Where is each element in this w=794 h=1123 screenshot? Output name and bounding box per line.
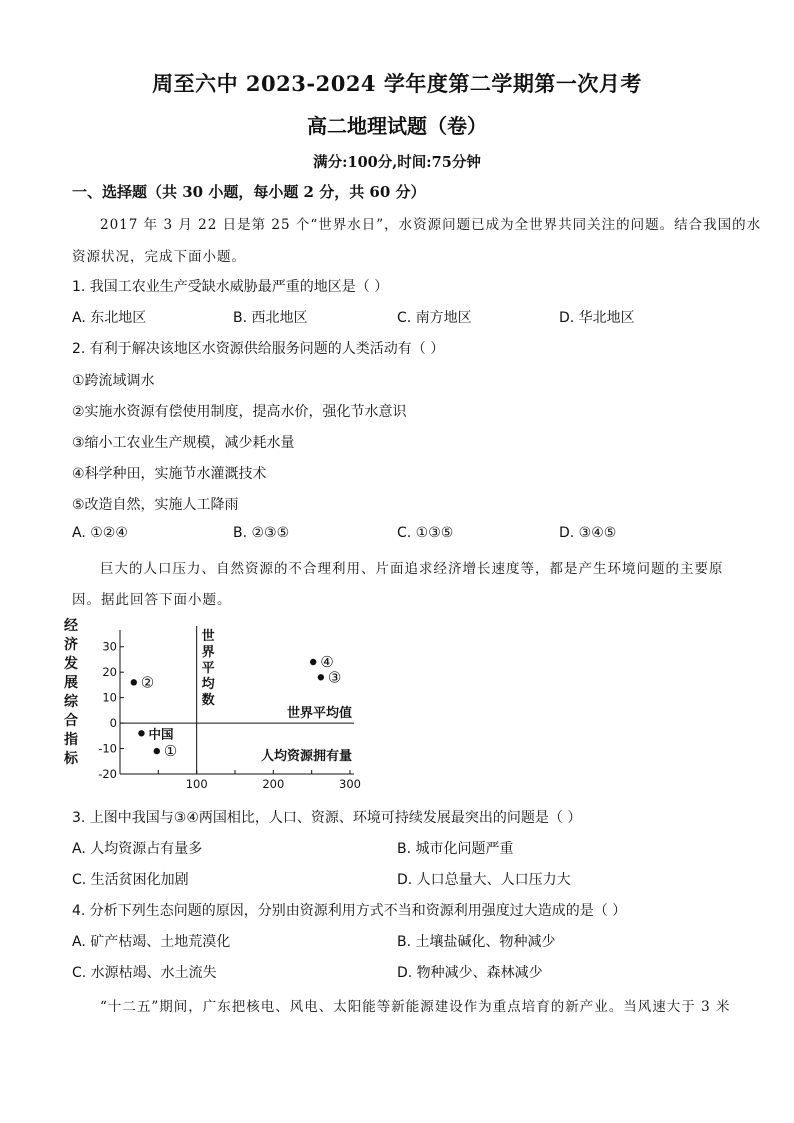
vline-label-char: 数 <box>201 693 215 708</box>
x-tick-label: 100 <box>185 777 208 791</box>
q2-item-1: ①跨流域调水 <box>72 373 155 389</box>
y-tick-label: -10 <box>98 741 117 756</box>
score-info: 满分:100分,时间:75分钟 <box>313 154 481 171</box>
q3-option-d[interactable]: D. 人口总量大、人口压力大 <box>397 872 571 888</box>
y-axis-label-char: 展 <box>64 675 78 691</box>
q4-option-b[interactable]: B. 土壤盐碱化、物种减少 <box>397 934 556 950</box>
vline-label-char: 均 <box>201 677 215 692</box>
y-axis-label-char: 标 <box>64 751 78 767</box>
x-tick-label: 200 <box>262 777 285 791</box>
q2-option-a[interactable]: A. ①②④ <box>72 525 128 541</box>
data-point-label: 中国 <box>148 726 174 742</box>
q2-item-3: ③缩小工农业生产规模，减少耗水量 <box>72 435 295 451</box>
y-tick-label: 10 <box>102 690 117 705</box>
q2-stem: 2. 有利于解决该地区水资源供给服务问题的人类活动有（ ） <box>72 341 445 357</box>
passage1-line1: 2017 年 3 月 22 日是第 25 个“世界水日”，水资源问题已成为全世界共同关注的问题。结合我国的水 <box>100 217 762 233</box>
q3-stem: 3. 上图中我国与③④两国相比，人口、资源、环境可持续发展最突出的问题是（ ） <box>72 810 582 826</box>
data-point-label: ① <box>163 742 178 761</box>
q4-option-c[interactable]: C. 水源枯竭、水土流失 <box>72 965 217 981</box>
data-point <box>310 659 316 665</box>
data-point-label: ④ <box>320 653 334 671</box>
y-axis-label-char: 发 <box>64 656 78 672</box>
q2-item-2: ②实施水资源有偿使用制度，提高水价，强化节水意识 <box>72 404 407 420</box>
q2-option-d[interactable]: D. ③④⑤ <box>559 525 617 541</box>
q1-option-c[interactable]: C. 南方地区 <box>397 310 472 326</box>
exam-subtitle: 高二地理试题（卷） <box>307 114 487 138</box>
y-axis-label-char: 合 <box>64 713 78 729</box>
passage2-line1: 巨大的人口压力、自然资源的不合理利用、片面追求经济增长速度等，都是产生环境问题的主要原 <box>100 561 724 577</box>
section-heading: 一、选择题（共 30 小题，每小题 2 分，共 60 分） <box>72 183 426 201</box>
y-axis-label-char: 综 <box>64 694 78 710</box>
exam-title: 周至六中 2023-2024 学年度第二学期第一次月考 <box>152 71 642 96</box>
vline-label-char: 世 <box>201 629 215 644</box>
y-axis-label-char: 经 <box>64 618 78 634</box>
passage3-line1: “十二五”期间，广东把核电、风电、太阳能等新能源建设作为重点培育的新产业。当风速大于 3 米 <box>100 999 731 1015</box>
passage2-line2: 因。据此回答下面小题。 <box>72 592 232 608</box>
y-tick-label: -20 <box>98 767 117 781</box>
y-axis-label-char: 指 <box>64 732 78 748</box>
q2-item-4: ④科学种田，实施节水灌溉技术 <box>72 466 267 482</box>
q3-option-b[interactable]: B. 城市化问题严重 <box>397 841 514 857</box>
x-tick-label: 300 <box>339 777 361 791</box>
vline-label-char: 平 <box>201 661 215 676</box>
q3-option-a[interactable]: A. 人均资源占有量多 <box>72 841 203 857</box>
data-point <box>131 679 137 685</box>
y-tick-label: 0 <box>109 716 117 731</box>
q1-option-d[interactable]: D. 华北地区 <box>559 310 635 326</box>
data-point <box>138 730 144 736</box>
q2-item-5: ⑤改造自然，实施人工降雨 <box>72 497 239 513</box>
y-tick-label: 30 <box>102 639 117 654</box>
hline-label: 世界平均值 <box>286 706 352 722</box>
q1-stem: 1. 我国工农业生产受缺水威胁最严重的地区是（ ） <box>72 279 389 295</box>
y-axis-label-char: 济 <box>64 637 78 653</box>
q3-option-c[interactable]: C. 生活贫困化加剧 <box>72 872 189 888</box>
data-point <box>154 748 160 754</box>
scatter-chart <box>60 612 380 797</box>
q1-option-b[interactable]: B. 西北地区 <box>233 310 308 326</box>
x-axis-label: 人均资源拥有量 <box>260 749 352 764</box>
q2-option-c[interactable]: C. ①③⑤ <box>397 525 454 541</box>
y-tick-label: 20 <box>102 665 117 680</box>
passage1-line2: 资源状况，完成下面小题。 <box>72 249 246 265</box>
q1-option-a[interactable]: A. 东北地区 <box>72 310 147 326</box>
data-point-label: ② <box>140 673 155 692</box>
q4-option-d[interactable]: D. 物种减少、森林减少 <box>397 965 543 981</box>
data-point <box>318 674 324 680</box>
q2-option-b[interactable]: B. ②③⑤ <box>233 525 290 541</box>
q4-option-a[interactable]: A. 矿产枯竭、土地荒漠化 <box>72 934 231 950</box>
q4-stem: 4. 分析下列生态问题的原因，分别由资源利用方式不当和资源利用强度过大造成的是（ ） <box>72 903 627 919</box>
vline-label-char: 界 <box>201 645 215 660</box>
data-point-label: ③ <box>327 668 342 687</box>
